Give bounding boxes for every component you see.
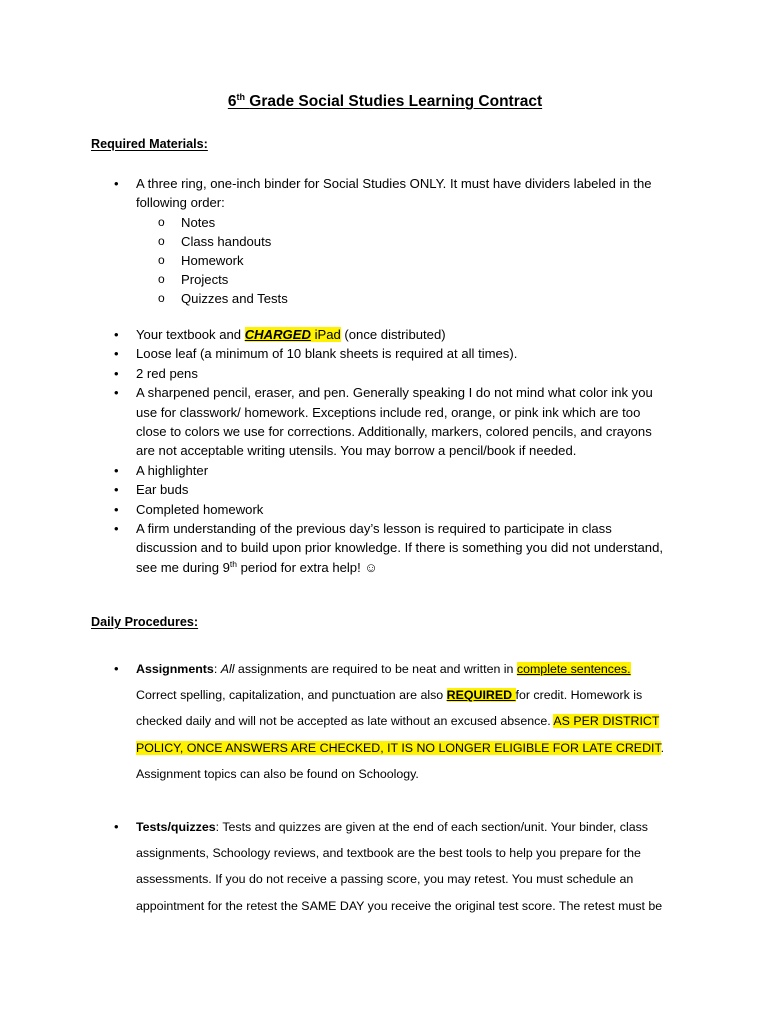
assignments-label: Assignments xyxy=(136,662,214,676)
textbook-post: (once distributed) xyxy=(340,327,446,342)
ninth-superscript: th xyxy=(229,558,237,569)
tests-list xyxy=(0,814,770,919)
title-superscript: th xyxy=(236,92,245,102)
complete-sentences-highlight: complete sentences. xyxy=(516,662,631,676)
ear-buds-item: • Ear buds xyxy=(0,480,670,499)
textbook-pre: Your textbook and xyxy=(136,327,245,342)
tests-item xyxy=(0,814,670,919)
assignments-colon: : xyxy=(213,662,221,676)
tests-text: : Tests and quizzes are given at the end of each section/unit. Your binder, class assignments, Schoology reviews, and textbook are the best tools to help you prepare for the assessments. If you do not receive a passing score, you may retest. You must schedule an appointment for the retest the SAME DAY you receive the original test score. The retest must be xyxy=(136,820,663,913)
materials-list xyxy=(0,325,770,577)
binder-list xyxy=(0,174,770,308)
divider-item-projects: o Projects xyxy=(0,270,770,289)
district-policy-highlight: AS PER DISTRICT POLICY, ONCE ANSWERS ARE CHECKED, IT IS NO LONGER ELIGIBLE FOR LATE CREDIT xyxy=(136,714,661,755)
textbook-item xyxy=(0,325,670,344)
binder-item: • A three ring, one-inch binder for Social Studies ONLY. It must have dividers labeled in the following order: xyxy=(0,174,670,213)
page-title xyxy=(0,93,770,111)
tests-label: Tests/quizzes xyxy=(136,820,216,834)
pencil-item: • A sharpened pencil, eraser, and pen. Generally speaking I do not mind what color ink you use for classwork/ homework. Exceptions include red, orange, or pink ink which are too close to colors we use for corrections. Additionally, markers, colored pencils, and crayons are not acceptable writing utensils. You may borrow a pencil/book if needed. xyxy=(0,383,670,461)
title-grade-number: 6 xyxy=(227,93,237,110)
assignments-list xyxy=(0,656,770,787)
loose-leaf-item: • Loose leaf (a minimum of 10 blank sheets is required at all times). xyxy=(0,344,670,363)
assignments-text-4: . Assignment topics can also be found on Schoology. xyxy=(136,740,665,781)
charged-highlight xyxy=(245,327,341,342)
charged-text: CHARGED xyxy=(244,327,311,342)
completed-homework-item: • Completed homework xyxy=(0,500,670,519)
assignments-text-3: for credit. Homework is checked daily and will not be accepted as late without an excused absence. xyxy=(136,688,643,729)
understanding-item xyxy=(0,519,670,577)
assignments-text-1: assignments are required to be neat and written in xyxy=(234,662,517,676)
daily-procedures-heading: Daily Procedures: xyxy=(91,615,199,629)
understanding-post: period for extra help! ☺ xyxy=(237,559,378,575)
assignments-all: All xyxy=(220,662,235,676)
understanding-pre: A firm understanding of the previous day’s lesson is required to participate in class discussion and to build upon prior knowledge. If there is something you did not understand, see me during 9 xyxy=(136,521,663,575)
required-highlight: REQUIRED xyxy=(446,688,516,703)
red-pens-item: • 2 red pens xyxy=(0,364,670,383)
divider-item-notes: o Notes xyxy=(0,213,770,232)
title-text: Grade Social Studies Learning Contract xyxy=(249,93,543,110)
assignments-text-2: Correct spelling, capitalization, and punctuation are also xyxy=(136,688,447,703)
divider-item-homework: o Homework xyxy=(0,251,770,270)
assignments-item xyxy=(0,656,670,787)
divider-item-class-handouts: o Class handouts xyxy=(0,232,770,251)
highlighter-item: • A highlighter xyxy=(0,461,670,480)
required-materials-heading: Required Materials: xyxy=(91,137,208,151)
divider-item-quizzes-tests: o Quizzes and Tests xyxy=(0,289,770,308)
ipad-text: iPad xyxy=(314,327,341,342)
